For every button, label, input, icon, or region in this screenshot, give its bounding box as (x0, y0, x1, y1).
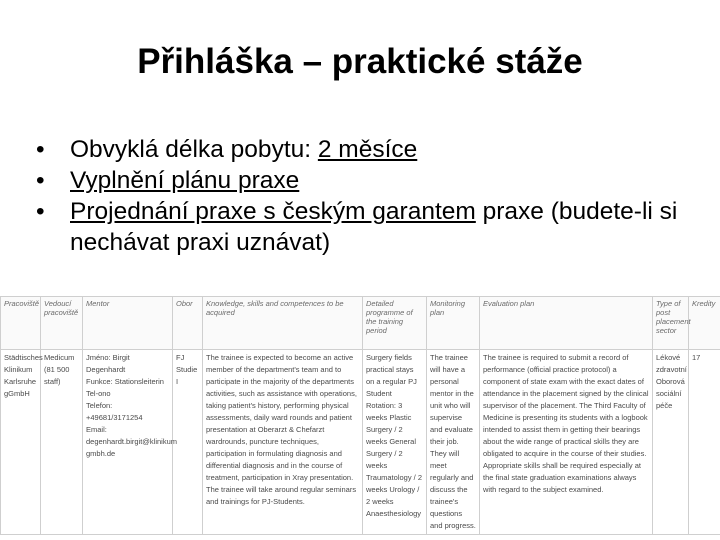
bullet-list (36, 134, 686, 258)
column-header: Mentor (83, 297, 173, 350)
table-cell: Surgery fields practical stays on a regular PJ Student Rotation: 3 weeks Plastic Surgery / 2 weeks General Surgery / 2 weeks Traumatology / 2 weeks Urology / 2 weeks Anaesthesiology (363, 350, 427, 535)
column-header: Monitoring plan (427, 297, 480, 350)
guarantor-link[interactable]: Projednání praxe s českým garantem (70, 198, 476, 225)
column-header: Vedoucí pracoviště (41, 297, 83, 350)
placement-table-image (0, 296, 720, 540)
table-row (1, 350, 720, 535)
table-cell: Städtisches Klinikum Karlsruhe gGmbH (1, 350, 41, 535)
bullet-dot: • (36, 136, 45, 163)
column-header: Evaluation plan (480, 297, 653, 350)
column-header: Type of post placement sector (653, 297, 689, 350)
column-header: Kredity (689, 297, 720, 350)
bullet-dot: • (36, 198, 45, 225)
table-header-row (1, 297, 720, 350)
column-header: Pracoviště (1, 297, 41, 350)
bullet-text: praxe (budete-li si nechávat praxi uznávat) (70, 198, 678, 256)
slide-title: Přihláška – praktické stáže (137, 42, 583, 81)
table-cell: The trainee will have a personal mentor in the unit who will supervise and evaluate their job. They will meet regularly and discuss the trainee's questions and progress. (427, 350, 480, 535)
table-cell: FJ Studie I (173, 350, 203, 535)
duration-link[interactable]: 2 měsíce (317, 136, 418, 163)
column-header: Detailed programme of the training period (363, 297, 427, 350)
table-cell: Lékové zdravotní Oborová sociální péče (653, 350, 689, 535)
bullet-text: Obvyklá délka pobytu: (70, 136, 318, 163)
table-cell: The trainee is required to submit a record of performance (official practice protocol) a component of state exam with the exact dates of attendance in the placement signed by the clinical supervisor of the placement. The Third Faculty of Medicine is presenting its students with a logbook intended to assist them in getting their bearings about the wide range of practical skills they are obligated to acquire in the course of their studies. Appropriate skills shall be required especially at the final state graduation examinations always with regard to the subject examined. (480, 350, 653, 535)
bullet-dot: • (36, 167, 45, 194)
column-header: Knowledge, skills and competences to be acquired (203, 297, 363, 350)
column-header: Obor (173, 297, 203, 350)
placement-table (0, 296, 720, 535)
table-cell: 17 (689, 350, 720, 535)
plan-link[interactable]: Vyplnění plánu praxe (70, 167, 300, 194)
table-cell: Medicum (81 500 staff) (41, 350, 83, 535)
bullet-item-duration (36, 134, 686, 165)
table-cell: The trainee is expected to become an active member of the department's team and to participate in the majority of the departments activities, such as assistance with operations, taking patient's history, performing physical assessments, daily ward rounds and patient presentation at Oberarzt & Chefarzt wardrounds, puncture techniques, participation in formulating diagnosis and differential diagnosis and in the course of treatment, participation in Xray presentation. The trainee will take around regular seminars and trainings for PJ-Students. (203, 350, 363, 535)
bullet-item-plan (36, 165, 686, 196)
table-cell: Jméno: Birgit Degenhardt Funkce: Stationsleiterin Tel-ono Telefon: +49681/3171254 Email: degenhardt.birgit@klinikum gmbh.de (83, 350, 173, 535)
bullet-item-guarantor (36, 196, 686, 258)
